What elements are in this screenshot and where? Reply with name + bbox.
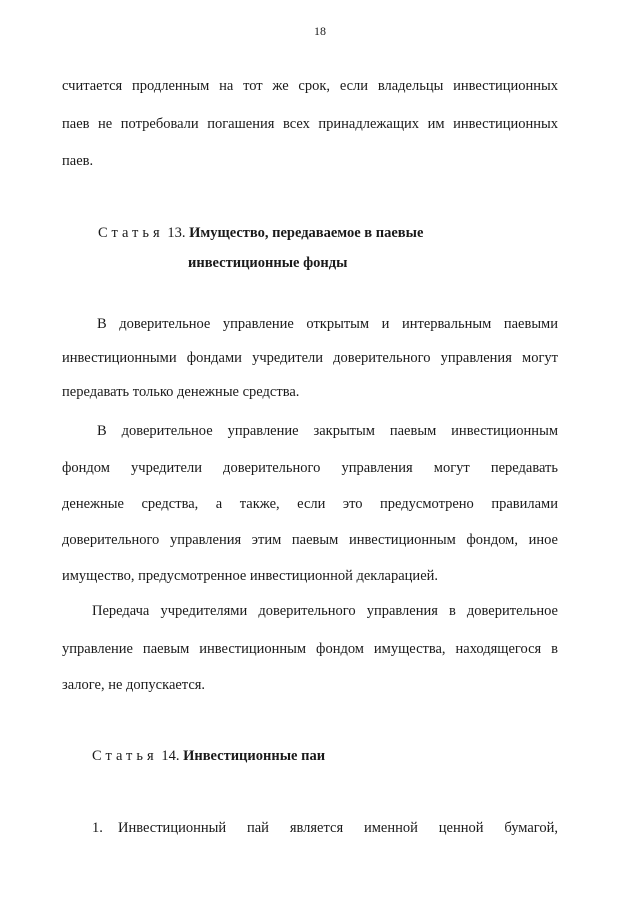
article14-heading — [92, 748, 325, 765]
page-number: 18 — [314, 24, 326, 38]
article13-p2-line3: денежные средства, а также, если это предусмотрено правилами — [62, 496, 558, 512]
article14-item1-text: Инвестиционный пай является именной ценной бумагой, — [118, 820, 558, 836]
article13-title-line1: Имущество, передаваемое в паевые — [189, 225, 424, 241]
article13-p1-line3: передавать только денежные средства. — [62, 384, 300, 400]
article13-label: Статья — [98, 225, 164, 241]
article14-number: 14. — [161, 748, 180, 764]
article13-title-line2: инвестиционные фонды — [188, 255, 348, 271]
article13-p1-line2: инвестиционными фондами учредители доверительного управления могут — [62, 350, 558, 366]
article13-p1-line1: В доверительное управление открытым и интервальным паевыми — [97, 316, 558, 332]
article13-p2-line4: доверительного управления этим паевым инвестиционным фондом, иное — [62, 532, 558, 548]
article14-label: Статья — [92, 748, 158, 764]
article13-p3-line3: залоге, не допускается. — [62, 677, 206, 693]
article13-number: 13. — [167, 225, 186, 241]
article13-p3-line1: Передача учредителями доверительного управления в доверительное — [92, 603, 558, 619]
article13-heading — [98, 225, 423, 242]
article13-p3-line2: управление паевым инвестиционным фондом имущества, находящегося в — [62, 641, 558, 657]
continuation-line-1: считается продленным на тот же срок, если владельцы инвестиционных — [62, 78, 558, 94]
article14-item1 — [92, 820, 558, 837]
article13-p2-line5: имущество, предусмотренное инвестиционной декларацией. — [62, 568, 439, 584]
article14-item1-number: 1. — [92, 820, 103, 836]
article13-p2-line1: В доверительное управление закрытым паевым инвестиционным — [97, 423, 558, 439]
continuation-line-2: паев не потребовали погашения всех принадлежащих им инвестиционных — [62, 116, 558, 132]
article14-title: Инвестиционные паи — [183, 748, 326, 764]
article13-p2-line2: фондом учредители доверительного управления могут передавать — [62, 460, 558, 476]
continuation-line-3: паев. — [62, 153, 94, 169]
